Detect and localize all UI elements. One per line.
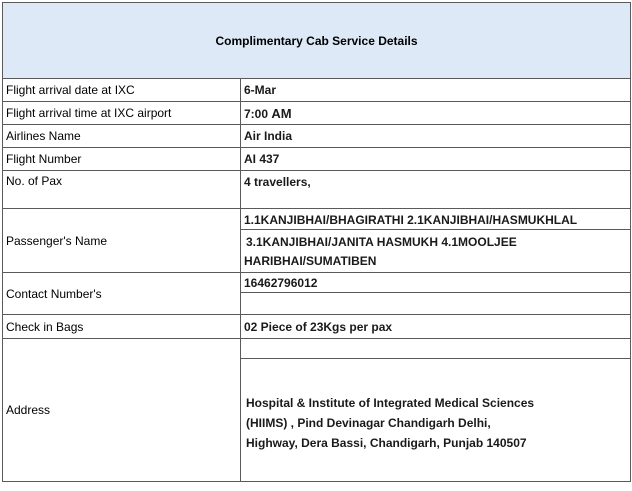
passenger-names-line-3: HARIBHAI/SUMATIBEN: [244, 254, 377, 268]
airline-label: Airlines Name: [3, 125, 241, 148]
arrival-date-value[interactable]: 6-Mar: [241, 79, 631, 102]
arrival-time-cell[interactable]: [241, 102, 631, 125]
flight-number-value[interactable]: AI 437: [241, 148, 631, 171]
address-line-1: Hospital & Institute of Integrated Medical Sciences: [246, 396, 535, 410]
row-passengers-1: [3, 209, 631, 230]
address-line-2: (HIIMS) , Pind Devinagar Chandigarh Delhi,: [246, 416, 491, 430]
address-text: [244, 387, 627, 453]
title-row: [3, 3, 631, 79]
address-label: Address: [3, 339, 241, 482]
row-address-1: [3, 339, 631, 359]
bags-label: Check in Bags: [3, 315, 241, 339]
row-airline: [3, 125, 631, 148]
row-bags: [3, 315, 631, 339]
arrival-time-unit: AM: [271, 105, 292, 121]
details-table: [2, 2, 631, 482]
row-flight-number: [3, 148, 631, 171]
flight-number-label: Flight Number: [3, 148, 241, 171]
passengers-line-2-cell[interactable]: [241, 230, 631, 273]
airline-value[interactable]: Air India: [241, 125, 631, 148]
row-contact-1: [3, 273, 631, 293]
row-pax: [3, 171, 631, 209]
pax-value[interactable]: 4 travellers,: [241, 171, 631, 209]
passenger-names-line-1: 1.1KANJIBHAI/BHAGIRATHI 2.1KANJIBHAI/HASMUKHLAL: [244, 213, 578, 227]
address-cell[interactable]: [241, 359, 631, 482]
passengers-line-1-cell[interactable]: [241, 209, 631, 230]
contact-value[interactable]: 16462796012: [241, 273, 631, 293]
arrival-date-label: Flight arrival date at IXC: [3, 79, 241, 102]
arrival-time-value: 7:00: [244, 106, 269, 121]
bags-value[interactable]: 02 Piece of 23Kgs per pax: [241, 315, 631, 339]
row-arrival-time: [3, 102, 631, 125]
form-title: Complimentary Cab Service Details: [3, 3, 631, 79]
contact-label: Contact Number's: [3, 273, 241, 315]
row-arrival-date: [3, 79, 631, 102]
passengers-label: Passenger's Name: [3, 209, 241, 273]
contact-value-2[interactable]: [241, 293, 631, 315]
pax-label: No. of Pax: [3, 171, 241, 209]
address-blank-cell[interactable]: [241, 339, 631, 359]
address-line-3: Highway, Dera Bassi, Chandigarh, Punjab 140507: [246, 436, 527, 450]
arrival-time-label: Flight arrival time at IXC airport: [3, 102, 241, 125]
passenger-names-line-2: 3.1KANJIBHAI/JANITA HASMUKH 4.1MOOLJEE: [246, 235, 517, 249]
